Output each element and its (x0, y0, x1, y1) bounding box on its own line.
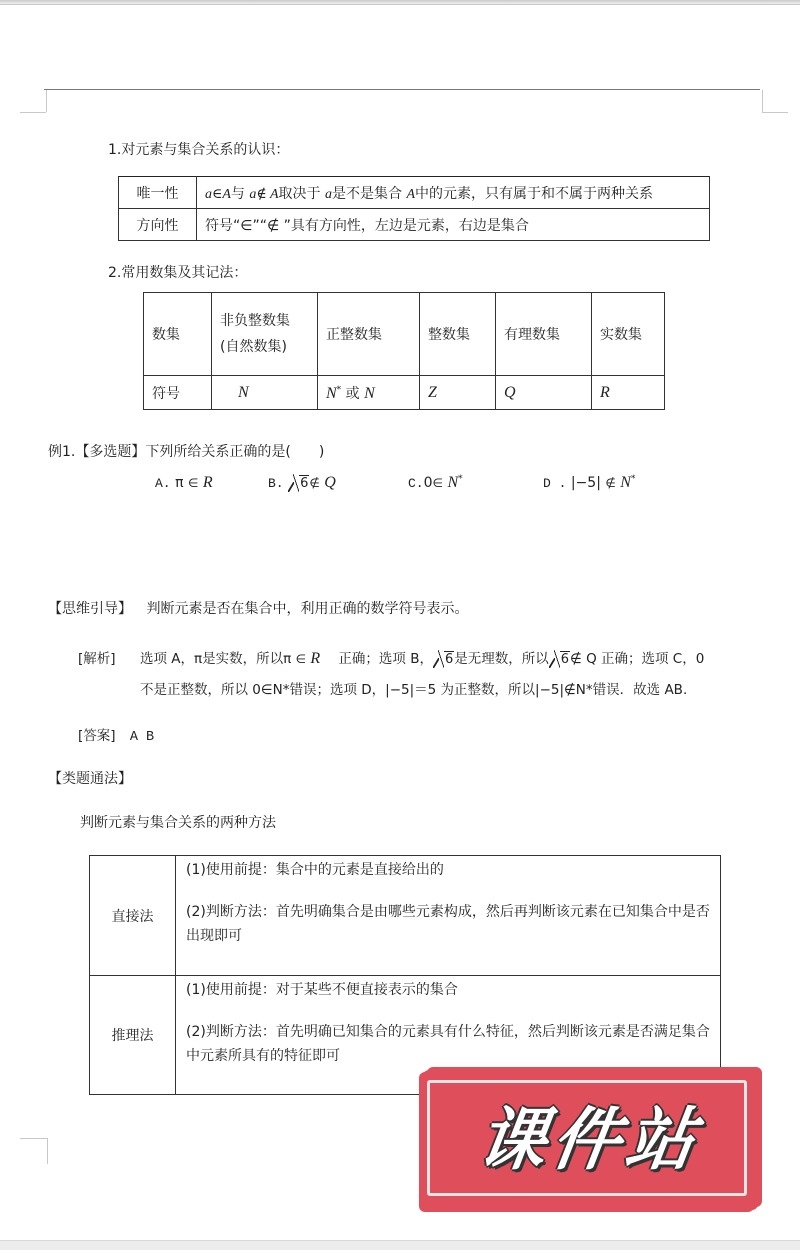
crop-mark (762, 112, 788, 113)
method-detail: (1)使用前提：对于某些不便直接表示的集合 (2)判断方法：首先明确已知集合的元素具有什么特征，然后判断该元素是否满足集合中元素所具有的特征即可 (176, 976, 721, 1095)
crop-mark (46, 90, 47, 112)
header-cell: 数集 (144, 293, 212, 376)
sqrt-symbol: 6 (549, 651, 570, 667)
analysis-line-1: 选项 A，π是实数，所以π ∈ R 正确；选项 B， 6是无理数，所以 6∉ Q 正确；选项 C，0 (140, 650, 705, 667)
example-stem: 例1.【多选题】下列所给关系正确的是( ) (48, 444, 325, 460)
table-row (90, 856, 721, 976)
option-d: D . |−5| ∉ N* (543, 474, 636, 491)
method-name: 推理法 (90, 976, 176, 1095)
watermark-text: 课件站 (472, 1101, 706, 1180)
guide-text: 判断元素是否在集合中，利用正确的数学符号表示。 (146, 601, 469, 617)
symbol-cell: R (592, 376, 665, 410)
number-sets-table (143, 292, 665, 410)
header-cell: 正整数集 (318, 293, 420, 376)
method-label: 【类题通法】 (48, 771, 132, 787)
row-key: 方向性 (119, 209, 197, 241)
header-cell: 有理数集 (496, 293, 592, 376)
analysis-label: [解析] (78, 651, 116, 667)
header-cell: 实数集 (592, 293, 665, 376)
row-value: a∈A与 a∉ A取决于 a是不是集合 A中的元素，只有属于和不属于两种关系 (197, 177, 710, 209)
answer (78, 724, 154, 745)
thinking-guide (48, 598, 468, 618)
option-a: A. π ∈ R (155, 474, 213, 491)
crop-mark (762, 90, 763, 112)
header-cell: 非负整数集 (自然数集) (212, 293, 318, 376)
method-name: 直接法 (90, 856, 176, 976)
sqrt-symbol: 6 (433, 651, 454, 667)
guide-label: 【思维引导】 (48, 601, 132, 617)
section1-title: 1.对元素与集合关系的认识： (108, 142, 290, 158)
watermark-stamp (415, 1064, 770, 1214)
symbol-cell: Z (420, 376, 496, 410)
row-key: 唯一性 (119, 177, 197, 209)
answer-label: [答案] (78, 728, 116, 744)
table-row (119, 177, 710, 209)
method-detail: (1)使用前提：集合中的元素是直接给出的 (2)判断方法：首先明确集合是由哪些元素构成，然后再判断该元素在已知集合中是否出现即可 (176, 856, 721, 976)
method-table (89, 855, 721, 1095)
analysis-line-2: 不是正整数，所以 0∈N*错误；选项 D，|−5|＝5 为正整数，所以|−5|∉N*错误．故选 AB. (140, 682, 688, 698)
symbol-cell: Q (496, 376, 592, 410)
row-value: 符号“∈”“∉ ”具有方向性，左边是元素，右边是集合 (197, 209, 710, 241)
symbol-label: 符号 (144, 376, 212, 410)
answer-value: A B (129, 730, 155, 745)
crop-mark (47, 1138, 48, 1164)
table-row (119, 209, 710, 241)
option-b: B. 6∉ Q (268, 474, 336, 491)
element-set-relation-table (118, 176, 710, 241)
sqrt-symbol: 6 (288, 475, 309, 491)
viewer-bottom-bar (0, 1240, 800, 1250)
table-row (144, 293, 665, 376)
table-row (144, 376, 665, 410)
section2-title: 2.常用数集及其记法： (108, 265, 248, 281)
crop-mark (20, 1138, 47, 1139)
symbol-cell: N* 或 N (318, 376, 420, 410)
method-subtitle: 判断元素与集合关系的两种方法 (80, 815, 276, 831)
option-c: C.0∈ N* (408, 474, 463, 491)
header-cell: 整数集 (420, 293, 496, 376)
symbol-cell: N (212, 376, 318, 410)
header-rule (44, 89, 760, 90)
crop-mark (20, 112, 46, 113)
